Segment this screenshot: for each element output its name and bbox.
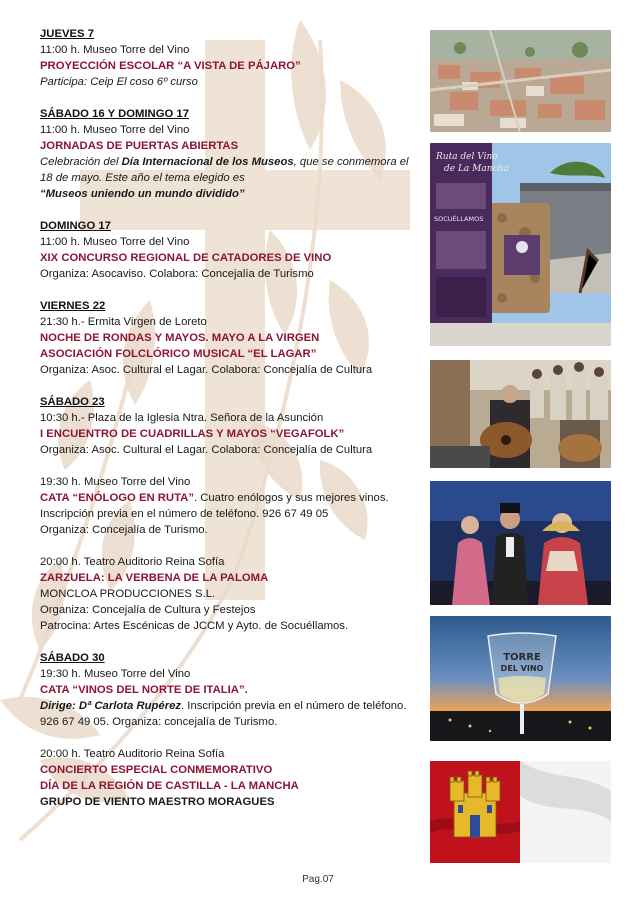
event-day: JUEVES 7 — [40, 28, 95, 40]
event-detail — [40, 154, 420, 186]
sign-text: de La Mancha — [444, 164, 509, 174]
event-detail-part: . Inscripción previa en el número de teléfono. 926 67 49 05. Organiza: concejalía de Turismo. — [40, 700, 407, 728]
events-column — [40, 26, 420, 826]
event-title: DÍA DE LA REGIÓN DE CASTILLA - LA MANCHA — [40, 780, 299, 792]
musicians-photo — [430, 360, 611, 468]
event-detail — [40, 490, 420, 522]
event-time: 21:30 h.- Ermita Virgen de Loreto — [40, 316, 207, 328]
event-block — [40, 26, 420, 90]
event-organizer: Organiza: Concejalía de Turismo. — [40, 524, 208, 536]
castilla-la-mancha-flag — [430, 761, 611, 863]
zarzuela-photo — [430, 481, 611, 605]
event-organizer: Organiza: Asoc. Cultural el Lagar. Colabora: Concejalía de Cultura — [40, 444, 373, 456]
event-time: 11:00 h. Museo Torre del Vino — [40, 124, 190, 136]
event-organizer: Organiza: Asoc. Cultural el Lagar. Colabora: Concejalía de Cultura — [40, 364, 373, 376]
event-title: I ENCUENTRO DE CUADRILLAS Y MAYOS “VEGAFOLK” — [40, 428, 345, 440]
event-day: SÁBADO 16 Y DOMINGO 17 — [40, 108, 189, 120]
event-time: 11:00 h. Museo Torre del Vino — [40, 44, 190, 56]
event-detail-part: Día Internacional de los Museos — [121, 156, 294, 168]
event-day: SÁBADO 23 — [40, 396, 105, 408]
event-organizer: Organiza: Concejalía de Cultura y Festejos — [40, 604, 256, 616]
event-time: 20:00 h. Teatro Auditorio Reina Sofía — [40, 556, 225, 568]
page-number: Pag.07 — [302, 874, 334, 885]
event-block — [40, 106, 420, 202]
museum-sign-photo — [430, 143, 611, 346]
glass-text: DEL VINO — [500, 664, 544, 673]
event-time: 20:00 h. Teatro Auditorio Reina Sofía — [40, 748, 225, 760]
event-title: CONCIERTO ESPECIAL CONMEMORATIVO — [40, 764, 273, 776]
event-block — [40, 474, 420, 538]
event-detail-part: . Cuatro enólogos y sus mejores vinos. Inscripción previa en el número de teléfono. 926 67 49 05 — [40, 492, 389, 520]
event-performer: GRUPO DE VIENTO MAESTRO MORAGUES — [40, 796, 275, 808]
event-company: MONCLOA PRODUCCIONES S.L. — [40, 588, 216, 600]
event-title: NOCHE DE RONDAS Y MAYOS. MAYO A LA VIRGEN — [40, 332, 320, 344]
sign-text: Ruta del Vino — [436, 152, 498, 162]
event-block — [40, 650, 420, 730]
event-block — [40, 394, 420, 458]
event-director: Dirige: Dª Carlota Rupérez — [40, 700, 182, 712]
event-detail-part: Celebración del — [40, 156, 122, 168]
event-title: PROYECCIÓN ESCOLAR “A VISTA DE PÁJARO” — [40, 60, 301, 72]
wine-glass-photo — [430, 616, 611, 741]
event-day: DOMINGO 17 — [40, 220, 111, 232]
event-title: XIX CONCURSO REGIONAL DE CATADORES DE VINO — [40, 252, 332, 264]
event-title: JORNADAS DE PUERTAS ABIERTAS — [40, 140, 239, 152]
event-block — [40, 218, 420, 282]
aerial-town-photo — [430, 30, 611, 132]
event-day: SÁBADO 30 — [40, 652, 105, 664]
event-block — [40, 746, 420, 810]
event-detail-part: , que se conmemora el 18 de mayo. Este año el tema elegido es — [40, 156, 409, 184]
event-block — [40, 298, 420, 378]
event-title: ASOCIACIÓN FOLCLÓRICO MUSICAL “EL LAGAR” — [40, 348, 317, 360]
event-sponsor: Patrocina: Artes Escénicas de JCCM y Ayto. de Socuéllamos. — [40, 620, 349, 632]
glass-text: TORRE — [503, 652, 541, 663]
event-time: 11:00 h. Museo Torre del Vino — [40, 236, 190, 248]
event-title: ZARZUELA: LA VERBENA DE LA PALOMA — [40, 572, 269, 584]
event-title: CATA “ENÓLOGO EN RUTA” — [40, 492, 194, 504]
event-title: CATA “VINOS DEL NORTE DE ITALIA”. — [40, 684, 248, 696]
event-detail: Participa: Ceip El coso 6º curso — [40, 76, 198, 88]
sign-text: SOCUÉLLAMOS — [434, 215, 484, 223]
event-detail — [40, 698, 420, 730]
event-time: 19:30 h. Museo Torre del Vino — [40, 668, 191, 680]
event-theme: “Museos uniendo un mundo dividido” — [40, 188, 245, 200]
event-block — [40, 554, 420, 634]
event-time: 19:30 h. Museo Torre del Vino — [40, 476, 191, 488]
event-time: 10:30 h.- Plaza de la Iglesia Ntra. Señora de la Asunción — [40, 412, 324, 424]
event-organizer: Organiza: Asocaviso. Colabora: Concejalía de Turismo — [40, 268, 314, 280]
event-day: VIERNES 22 — [40, 300, 106, 312]
